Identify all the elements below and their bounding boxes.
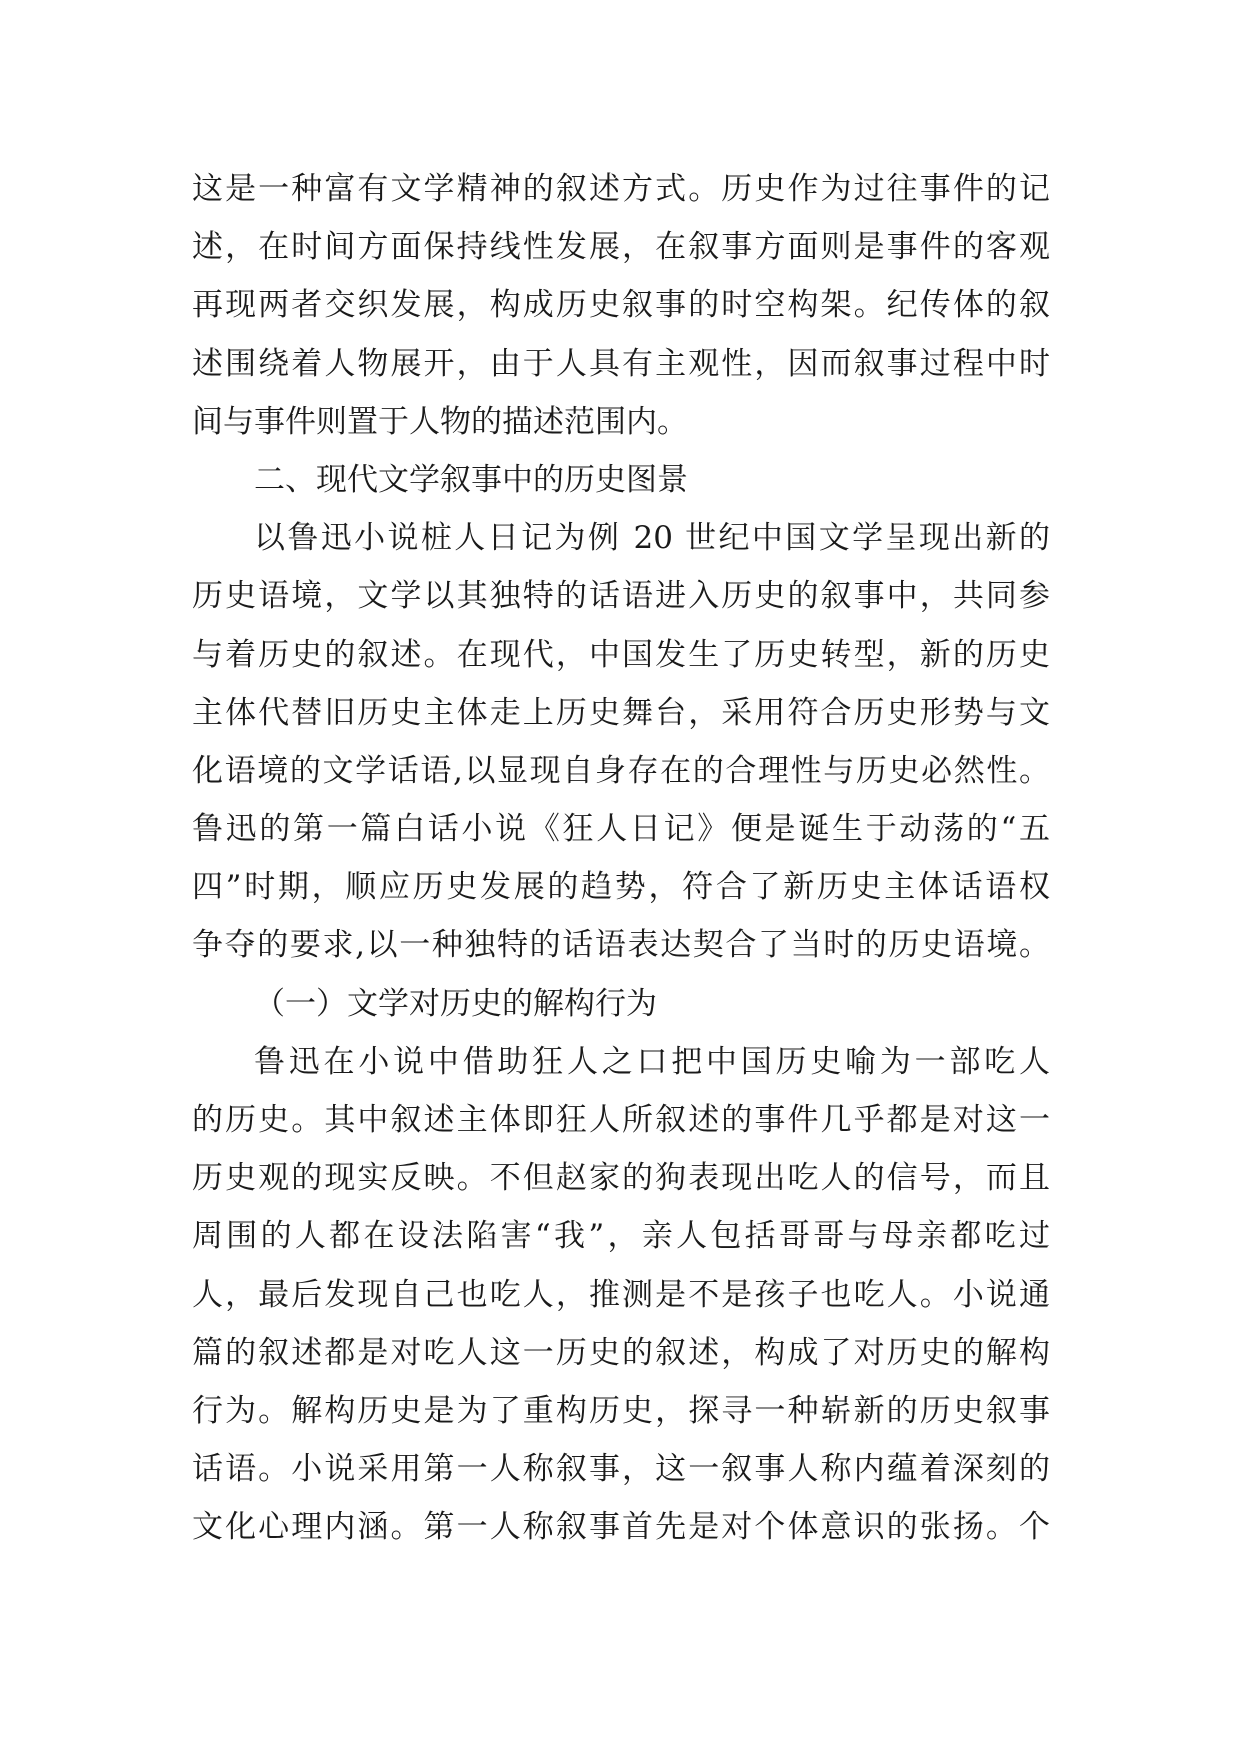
text-line: 这是一种富有文学精神的叙述方式。历史作为过往事件的记	[192, 171, 1050, 207]
text-line: 争夺的要求,以一种独特的话语表达契合了当时的历史语境。	[192, 927, 1050, 964]
text-line: 历史语境，文学以其独特的话语进入历史的叙事中，共同参	[192, 578, 1050, 615]
text-line: 再现两者交织发展，构成历史叙事的时空构架。纪传体的叙	[192, 287, 1050, 324]
text-line: 以鲁迅小说桩人日记为例 20 世纪中国文学呈现出新的	[254, 520, 1050, 557]
text-line: 主体代替旧历史主体走上历史舞台，采用符合历史形势与文	[192, 694, 1050, 731]
subsection-heading: （一）文学对历史的解构行为	[254, 985, 657, 1022]
text-line: 历史观的现实反映。不但赵家的狗表现出吃人的信号，而且	[192, 1160, 1050, 1197]
text-line: 文化心理内涵。第一人称叙事首先是对个体意识的张扬。个	[192, 1509, 1050, 1546]
text-line: 行为。解构历史是为了重构历史，探寻一种崭新的历史叙事	[192, 1392, 1050, 1429]
document-page	[192, 160, 1050, 1557]
text-line: 化语境的文学话语,以显现自身存在的合理性与历史必然性。	[192, 752, 1050, 789]
text-line: 人，最后发现自己也吃人，推测是不是孩子也吃人。小说通	[192, 1276, 1050, 1313]
text-line: 间与事件则置于人物的描述范围内。	[192, 403, 688, 440]
section-heading: 二、现代文学叙事中的历史图景	[254, 461, 688, 498]
text-line: 鲁迅的第一篇白话小说《狂人日记》便是诞生于动荡的“五	[192, 811, 1050, 848]
text-line: 四”时期，顺应历史发展的趋势，符合了新历史主体话语权	[192, 869, 1050, 906]
text-line: 篇的叙述都是对吃人这一历史的叙述，构成了对历史的解构	[192, 1334, 1050, 1371]
text-line: 与着历史的叙述。在现代，中国发生了历史转型，新的历史	[192, 636, 1050, 673]
text-line: 周围的人都在设法陷害“我”，亲人包括哥哥与母亲都吃过	[192, 1218, 1050, 1255]
text-line: 话语。小说采用第一人称叙事，这一叙事人称内蕴着深刻的	[192, 1451, 1050, 1488]
text-line: 的历史。其中叙述主体即狂人所叙述的事件几乎都是对这一	[192, 1102, 1050, 1138]
text-line: 述，在时间方面保持线性发展，在叙事方面则是事件的客观	[192, 229, 1050, 266]
text-line: 述围绕着人物展开，由于人具有主观性，因而叙事过程中时	[192, 345, 1050, 382]
text-line: 鲁迅在小说中借助狂人之口把中国历史喻为一部吃人	[254, 1043, 1050, 1080]
